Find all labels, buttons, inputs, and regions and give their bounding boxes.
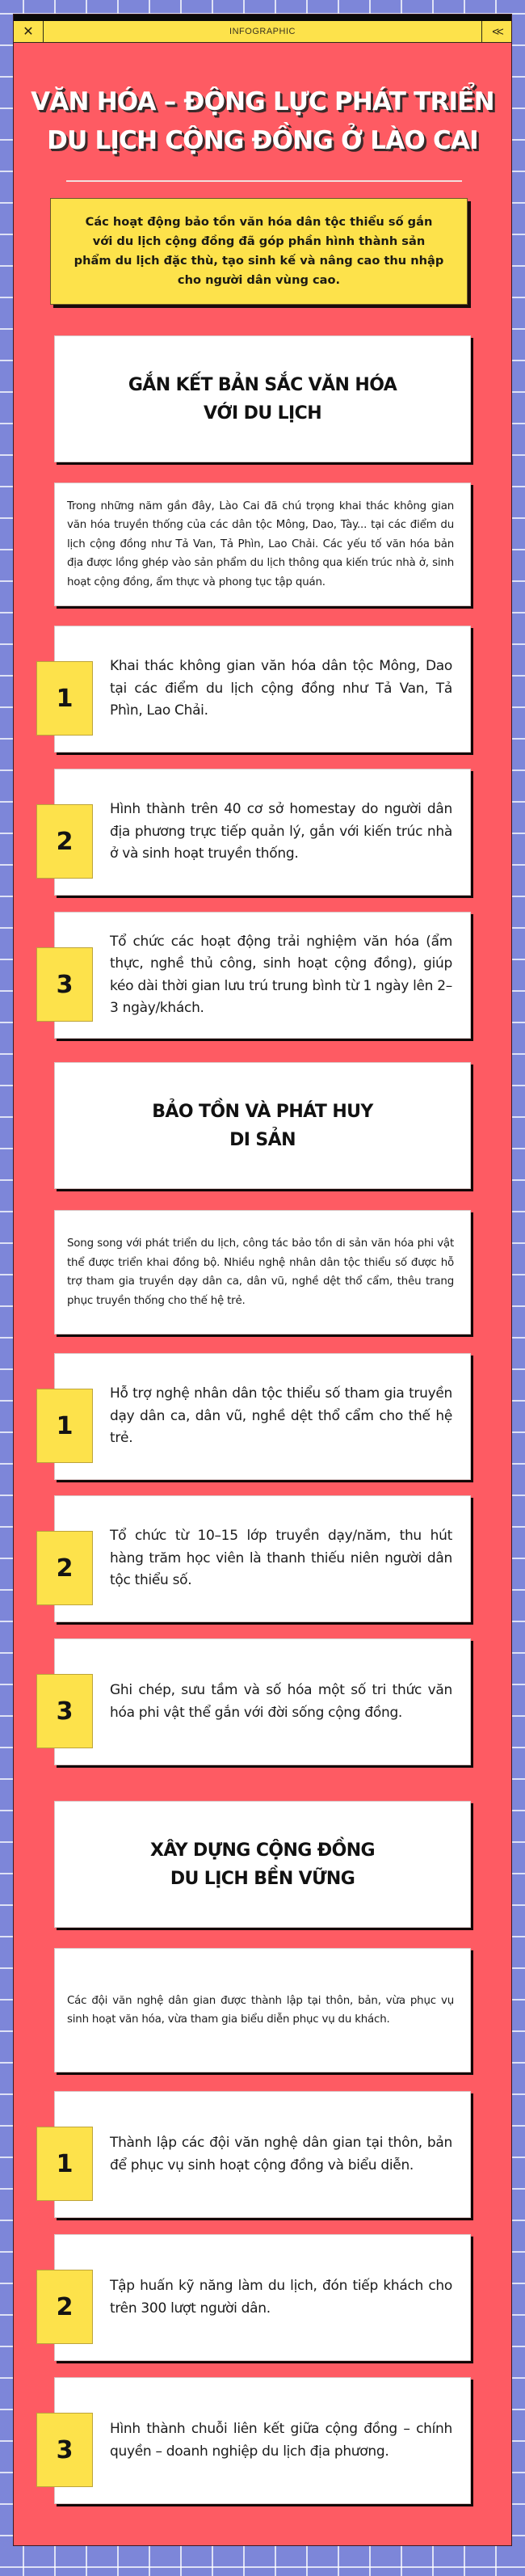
section-heading-line-2: VỚI DU LỊCH	[203, 403, 322, 424]
section-2-item-2	[54, 1495, 471, 1622]
collapse-button[interactable]	[481, 21, 511, 42]
section-heading-line-2: DI SẢN	[229, 1129, 296, 1150]
intro-text: Các hoạt động bảo tồn văn hóa dân tộc thiểu số gắn với du lịch cộng đồng đã góp phần hình thành sản phẩm du lịch đặc thù, tạo sinh kế và nâng cao thu nhập cho người dân vùng cao.	[74, 215, 444, 287]
section-2-description	[54, 1210, 471, 1334]
section-heading-line-2: DU LỊCH BỀN VỮNG	[170, 1868, 355, 1889]
section-1-item-3	[54, 912, 471, 1039]
intro-box	[50, 198, 468, 305]
number-badge: 2	[36, 1531, 93, 1605]
number-badge: 2	[36, 804, 93, 879]
section-3-item-1	[54, 2091, 471, 2218]
item-text: Hỗ trợ nghệ nhân dân tộc thiểu số tham gia truyền dạy dân ca, dân vũ, nghề dệt thổ cẩm cho thế hệ trẻ.	[110, 1385, 452, 1447]
section-3-item-3	[54, 2377, 471, 2504]
item-text: Tổ chức từ 10–15 lớp truyền dạy/năm, thu hút hàng trăm học viên là thanh thiếu niên người dân tộc thiểu số.	[110, 1528, 452, 1589]
number-badge: 3	[36, 2413, 93, 2487]
number-badge: 1	[36, 2127, 93, 2201]
section-heading-line-1: XÂY DỰNG CỘNG ĐỒNG	[149, 1840, 376, 1861]
window-header	[14, 21, 511, 43]
section-description-text: Các đội văn nghệ dân gian được thành lập tại thôn, bản, vừa phục vụ sinh hoạt văn hóa, vừa tham gia biểu diễn phục vụ du khách.	[67, 1994, 454, 2026]
item-text: Khai thác không gian văn hóa dân tộc Mông, Dao tại các điểm du lịch cộng đồng như Tả Van, Tả Phìn, Lao Chải.	[110, 658, 452, 719]
section-1-description	[54, 483, 471, 606]
section-heading-line-1: GẮN KẾT BẢN SẮC VĂN HÓA	[128, 374, 397, 395]
page-title	[14, 82, 511, 160]
close-button[interactable]	[14, 21, 44, 42]
infographic-window	[13, 14, 512, 2546]
window-top-bar	[14, 15, 511, 21]
number-badge: 1	[36, 1389, 93, 1463]
section-3-item-2	[54, 2234, 471, 2361]
section-heading-line-1: BẢO TỒN VÀ PHÁT HUY	[152, 1101, 373, 1122]
section-3-heading	[54, 1801, 471, 1928]
close-icon: ✕	[23, 25, 34, 39]
item-text: Hình thành trên 40 cơ sở homestay do người dân địa phương trực tiếp quản lý, gắn với kiến trúc nhà ở và sinh hoạt truyền thống.	[110, 801, 452, 862]
section-description-text: Song song với phát triển du lịch, công tác bảo tồn di sản văn hóa phi vật thể được triển khai đồng bộ. Nhiều nghệ nhân dân tộc thiểu số được hỗ trợ tham gia truyền dạy dân ca, dân vũ, nghề dệt thổ cẩm, thêu trang phục truyền thống cho thế hệ trẻ.	[67, 1237, 454, 1307]
number-badge: 3	[36, 947, 93, 1022]
window-title: INFOGRAPHIC	[229, 27, 296, 36]
section-3-description	[54, 1948, 471, 2072]
item-text: Tập huấn kỹ năng làm du lịch, đón tiếp khách cho trên 300 lượt người dân.	[110, 2278, 452, 2317]
section-2-item-3	[54, 1638, 471, 1765]
page-title-line-1: VĂN HÓA – ĐỘNG LỰC PHÁT TRIỂN	[31, 87, 494, 116]
item-text: Ghi chép, sưu tầm và số hóa một số tri thức văn hóa phi vật thể gắn với đời sống cộng đồng.	[110, 1682, 452, 1721]
double-chevron-left-icon: <<	[492, 24, 502, 39]
number-badge: 1	[36, 661, 93, 736]
title-divider	[66, 180, 462, 182]
number-badge: 3	[36, 1674, 93, 1748]
section-1-item-1	[54, 626, 471, 753]
section-1-heading	[54, 335, 471, 462]
section-description-text: Trong những năm gần đây, Lào Cai đã chú trọng khai thác không gian văn hóa truyền thống của các dân tộc Mông, Dao, Tày... tại các điểm du lịch cộng đồng như Tả Van, Tả Phìn, Lao Chải. Các yếu tố văn hóa bản địa được lồng ghép vào sản phẩm du lịch thông qua kiến trúc nhà ở, sinh hoạt cộng đồng, ẩm thực và phong tục tập quán.	[67, 500, 454, 588]
section-2-item-1	[54, 1353, 471, 1480]
item-text: Tổ chức các hoạt động trải nghiệm văn hóa (ẩm thực, nghề thủ công, sinh hoạt cộng đồng), giúp kéo dài thời gian lưu trú trung bình từ 1 ngày lên 2–3 ngày/khách.	[110, 933, 452, 1016]
section-1-item-2	[54, 769, 471, 896]
item-text: Thành lập các đội văn nghệ dân gian tại thôn, bản để phục vụ sinh hoạt cộng đồng và biểu diễn.	[110, 2135, 452, 2173]
page-title-line-2: DU LỊCH CỘNG ĐỒNG Ở LÀO CAI	[47, 126, 478, 155]
section-2-heading	[54, 1062, 471, 1189]
item-text: Hình thành chuỗi liên kết giữa cộng đồng – chính quyền – doanh nghiệp du lịch địa phương.	[110, 2421, 452, 2460]
number-badge: 2	[36, 2270, 93, 2344]
